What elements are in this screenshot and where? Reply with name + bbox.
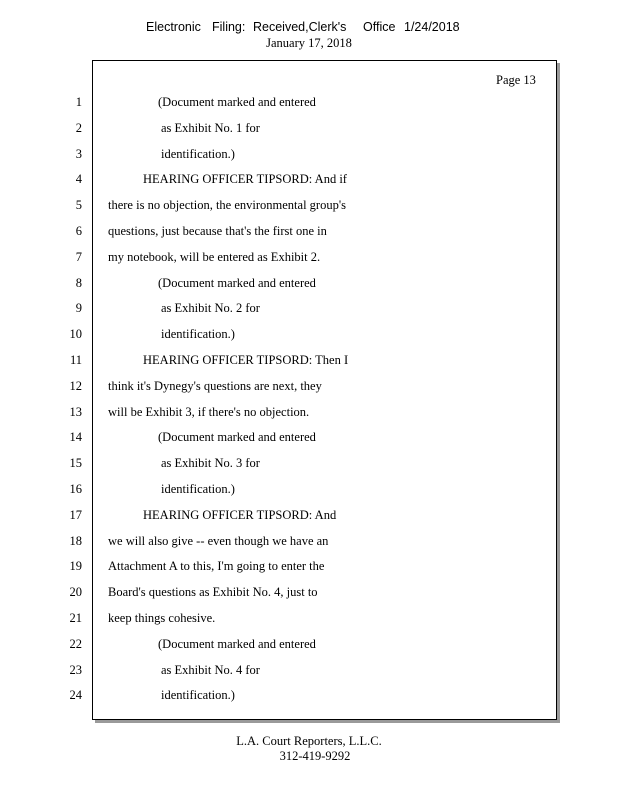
transcript-line: we will also give -- even though we have an	[108, 534, 329, 548]
transcript-line: Attachment A to this, I'm going to enter the	[108, 559, 325, 573]
transcript-line: my notebook, will be entered as Exhibit 2.	[108, 250, 321, 264]
line-number: 23	[69, 663, 82, 677]
line-number: 12	[69, 379, 82, 393]
transcript-line: questions, just because that's the first one in	[108, 224, 327, 238]
line-number: 17	[69, 508, 82, 522]
line-number: 5	[75, 198, 82, 212]
page-number: Page 13	[496, 73, 536, 87]
transcript-line: as Exhibit No. 2 for	[161, 301, 260, 315]
filing-word-2: Filing:	[212, 20, 246, 34]
transcript-line: will be Exhibit 3, if there's no objection.	[108, 405, 310, 419]
line-number: 13	[69, 405, 82, 419]
filing-word-5: 1/24/2018	[404, 20, 460, 34]
filing-word-1: Electronic	[146, 20, 201, 34]
transcript-line: (Document marked and entered	[158, 637, 316, 651]
transcript-line: (Document marked and entered	[158, 276, 316, 290]
transcript-line: identification.)	[161, 147, 235, 161]
transcript-line: identification.)	[161, 482, 235, 496]
filing-word-3: Received,Clerk's	[253, 20, 347, 34]
line-number: 4	[75, 172, 82, 186]
line-number: 14	[69, 430, 82, 444]
line-number: 18	[69, 534, 82, 548]
line-number: 6	[75, 224, 82, 238]
filing-stamp	[0, 20, 618, 36]
line-number: 7	[75, 250, 82, 264]
transcript-line: as Exhibit No. 4 for	[161, 663, 260, 677]
line-number: 2	[75, 121, 82, 135]
footer-phone: 312-419-9292	[279, 749, 351, 763]
line-number: 10	[69, 327, 82, 341]
transcript-line: identification.)	[161, 327, 235, 341]
line-number: 24	[69, 688, 82, 702]
transcript-line: as Exhibit No. 3 for	[161, 456, 260, 470]
transcript-line: (Document marked and entered	[158, 430, 316, 444]
transcript-line: Board's questions as Exhibit No. 4, just to	[108, 585, 318, 599]
filing-word-4: Office	[363, 20, 396, 34]
line-number: 21	[69, 611, 82, 625]
line-number: 20	[69, 585, 82, 599]
line-number: 22	[69, 637, 82, 651]
transcript-line: as Exhibit No. 1 for	[161, 121, 260, 135]
transcript-line: HEARING OFFICER TIPSORD: And if	[143, 172, 347, 186]
transcript-line: there is no objection, the environmental group's	[108, 198, 346, 212]
transcript-line: keep things cohesive.	[108, 611, 216, 625]
line-number: 9	[75, 301, 82, 315]
line-number: 8	[75, 276, 82, 290]
transcript-line: identification.)	[161, 688, 235, 702]
line-number: 3	[75, 147, 82, 161]
line-number: 19	[69, 559, 82, 573]
line-number: 11	[69, 353, 82, 367]
line-number: 1	[75, 95, 82, 109]
transcript-line: HEARING OFFICER TIPSORD: Then I	[143, 353, 349, 367]
transcript-line: HEARING OFFICER TIPSORD: And	[143, 508, 337, 522]
transcript-line: think it's Dynegy's questions are next, they	[108, 379, 322, 393]
transcript-line: (Document marked and entered	[158, 95, 316, 109]
footer-company: L.A. Court Reporters, L.L.C.	[236, 734, 382, 748]
line-number: 16	[69, 482, 82, 496]
hearing-date: January 17, 2018	[266, 36, 352, 50]
line-number: 15	[69, 456, 82, 470]
